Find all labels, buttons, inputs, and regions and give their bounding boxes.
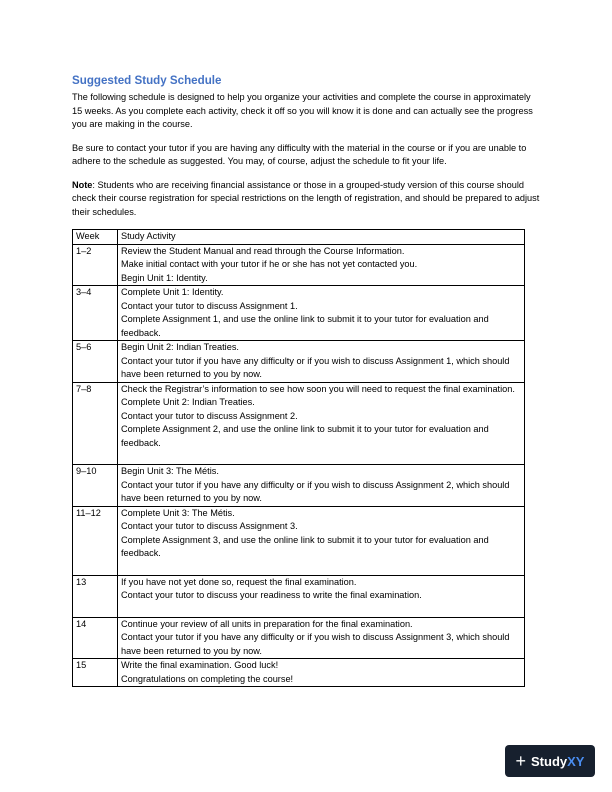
table-body [73,244,525,687]
activity-line: Begin Unit 2: Indian Treaties. [121,342,239,352]
activity-cell [118,617,525,659]
week-cell: 13 [73,575,118,617]
note-paragraph [72,179,540,220]
activity-line: Contact your tutor if you have any difficulty or if you wish to discuss Assignment 2, which should have been returned to you by now. [121,479,510,503]
table-row [73,244,525,286]
note-label: Note [72,179,93,190]
header-week: Week [73,230,118,245]
header-study-activity: Study Activity [118,230,525,245]
table-row [73,286,525,341]
activity-line: Complete Assignment 2, and use the online link to submit it to your tutor for evaluation and feedback. [121,424,489,448]
study-schedule-table [72,229,525,687]
activity-line: If you have not yet done so, request the final examination. [121,576,357,587]
logo-brand-accent: XY [567,753,585,769]
activity-cell [118,659,525,687]
activity-line: Contact your tutor to discuss your readiness to write the final examination. [121,590,422,600]
activity-line: Continue your review of all units in preparation for the final examination. [121,618,413,629]
activity-line: Contact your tutor to discuss Assignment 1. [121,300,298,311]
activity-cell [118,286,525,341]
page-content [72,74,540,687]
activity-line: Complete Assignment 3, and use the online link to submit it to your tutor for evaluation and feedback. [121,534,489,558]
activity-cell [118,382,525,465]
intro-paragraph-1: The following schedule is designed to help you organize your activities and complete the course in approximately 15 weeks. As you complete each activity, check it off so you will know it is done and can actually see the progress you are making in the course. [72,92,533,129]
table-header-row [73,230,525,245]
week-cell: 3–4 [73,286,118,341]
page-title: Suggested Study Schedule [72,74,222,87]
activity-cell [118,506,525,575]
note-text: : Students who are receiving financial assistance or those in a grouped-study version of this course should check their course registration for special restrictions on the length of registration, and should be prepared to adjust their schedules. [72,179,540,217]
week-cell: 9–10 [73,465,118,507]
activity-line: Contact your tutor if you have any difficulty or if you wish to discuss Assignment 3, which should have been returned to you by now. [121,632,510,656]
table-row [73,465,525,507]
studyxy-logo [505,745,595,777]
activity-line: Complete Unit 1: Identity. [121,287,224,297]
activity-cell [118,575,525,617]
logo-text [531,754,584,769]
activity-line: Write the final examination. Good luck! [121,660,279,670]
week-cell: 1–2 [73,244,118,286]
activity-line: Complete Assignment 1, and use the online link to submit it to your tutor for evaluation and feedback. [121,314,489,338]
week-cell: 7–8 [73,382,118,465]
table-row [73,575,525,617]
table-row [73,382,525,465]
logo-brand-main: Study [531,753,568,769]
activity-line: Contact your tutor if you have any difficulty or if you wish to discuss Assignment 1, which should have been returned to you by now. [121,355,510,379]
activity-cell [118,465,525,507]
activity-line: Begin Unit 1: Identity. [121,272,208,283]
activity-line: Contact your tutor to discuss Assignment 2. [121,410,298,421]
table-row [73,341,525,383]
plus-icon: + [515,751,527,771]
activity-line: Congratulations on completing the course! [121,673,294,684]
week-cell: 11–12 [73,506,118,575]
activity-cell [118,341,525,383]
week-cell: 5–6 [73,341,118,383]
intro-paragraph-2: Be sure to contact your tutor if you are having any difficulty with the material in the course or if you are unable to adhere to the schedule as suggested. You may, of course, adjust the schedule to fit your life. [72,142,527,166]
table-row [73,506,525,575]
activity-line: Complete Unit 3: The Métis. [121,507,235,518]
activity-line: Review the Student Manual and read through the Course Information. [121,245,405,256]
week-cell: 14 [73,617,118,659]
table-row [73,659,525,687]
week-cell: 15 [73,659,118,687]
activity-line: Make initial contact with your tutor if he or she has not yet contacted you. [121,259,418,269]
table-row [73,617,525,659]
activity-cell [118,244,525,286]
activity-line: Contact your tutor to discuss Assignment 3. [121,521,298,531]
activity-line: Check the Registrar’s information to see how soon you will need to request the final examination. [121,383,515,394]
activity-line: Begin Unit 3: The Métis. [121,466,219,476]
activity-line: Complete Unit 2: Indian Treaties. [121,397,255,407]
